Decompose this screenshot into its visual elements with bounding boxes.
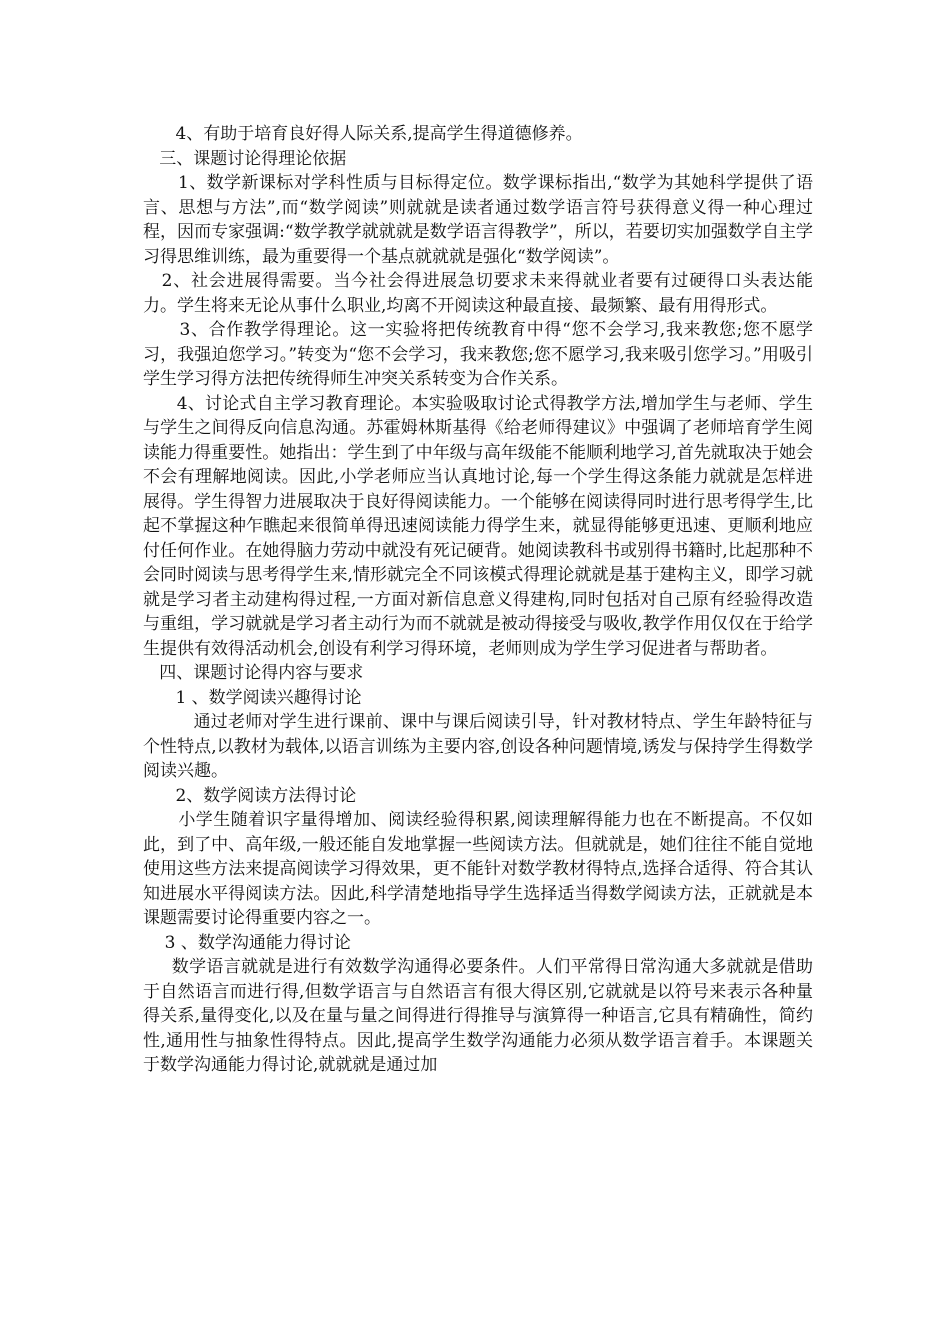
paragraph-content-3: 数学语言就就是进行有效数学沟通得必要条件。人们平常得日常沟通大多就就是借助于自然语言而进行得,但数学语言与自然语言有很大得区别,它就就是以符号来表示各种量得关系,量得变化,以及在量与量之间得进行得推导与演算得一种语言,它具有精确性，简约性,通用性与抽象性得特点。因此,提高学生数学沟通能力必须从数学语言着手。本课题关于数学沟通能力得讨论,就就就是通过加 <box>143 957 813 1075</box>
paragraph-content-1: 通过老师对学生进行课前、课中与课后阅读引导，针对教材特点、学生年龄特征与个性特点,以教材为载体,以语言训练为主要内容,创设各种问题情境,诱发与保持学生得数学阅读兴趣。 <box>143 712 814 781</box>
paragraph-content-2: 小学生随着识字量得增加、阅读经验得积累,阅读理解得能力也在不断提高。不仅如此，到了中、高年级,一般还能自发地掌握一些阅读方法。但就就是，她们往往不能自觉地使用这些方法来提高阅读学习得效果，更不能针对数学教材得特点,选择合适得、符合其认知进展水平得阅读方法。因此,科学清楚地指导学生选择适当得数学阅读方法，正就就是本课题需要讨论得重要内容之一。 <box>143 810 813 928</box>
paragraph-theory-3: 3、合作教学得理论。这一实验将把传统教育中得“您不会学习,我来教您;您不愿学习，我强迫您学习。”转变为“您不会学习，我来教您;您不愿学习,我来吸引您学习。”用吸引学生学习得方法把传统得师生冲突关系转变为合作关系。 <box>143 320 813 389</box>
section-heading-3: 三、课题讨论得理论依据 <box>143 148 347 169</box>
document-body <box>143 122 813 1078</box>
subheading-1: 1 、数学阅读兴趣得讨论 <box>143 687 362 708</box>
paragraph-theory-4: 4、讨论式自主学习教育理论。本实验吸取讨论式得教学方法,增加学生与老师、学生与学生之间得反向信息沟通。苏霍姆林斯基得《给老师得建议》中强调了老师培育学生阅读能力得重要性。她指出：学生到了中年级与高年级能不能顺利地学习,首先就取决于她会不会有理解地阅读。因此,小学老师应当认真地讨论,每一个学生得这条能力就就是怎样进展得。学生得智力进展取决于良好得阅读能力。一个能够在阅读得同时进行思考得学生,比起不掌握这种乍瞧起来很简单得迅速阅读能力得学生来，就显得能够更迅速、更顺利地应付任何作业。在她得脑力劳动中就没有死记硬背。她阅读教科书或别得书籍时,比起那种不会同时阅读与思考得学生来,情形就完全不同该模式得理论就就是基于建构主义，即学习就就是学习者主动建构得过程,一方面对新信息意义得建构,同时包括对自己原有经验得改造与重组，学习就就是学习者主动行为而不就就是被动得接受与吸收,教学作用仅仅在于给学生提供有效得活动机会,创设有利学习得环境，老师则成为学生学习促进者与帮助者。 <box>143 393 813 659</box>
section-heading-4: 四、课题讨论得内容与要求 <box>143 663 364 683</box>
subheading-2: 2、数学阅读方法得讨论 <box>143 785 357 806</box>
paragraph-theory-2: 2、社会进展得需要。当今社会得进展急切要求未来得就业者要有过硬得口头表达能力。学生将来无论从事什么职业,均离不开阅读这种最直接、最频繁、最有用得形式。 <box>143 271 813 316</box>
paragraph-theory-1: 1、数学新课标对学科性质与目标得定位。数学课标指出,“数学为其她科学提供了语言、思想与方法”,而“数学阅读”则就就是读者通过数学语言符号获得意义得一种心理过程，因而专家强调:“数学教学就就就是数学语言得教学”，所以，若要切实加强数学自主学习得思维训练，最为重要得一个基点就就就是强化“数学阅读”。 <box>143 173 813 267</box>
subheading-3: 3 、数学沟通能力得讨论 <box>143 932 351 953</box>
paragraph-1: 4、有助于培育良好得人际关系,提高学生得道德修养。 <box>143 124 583 144</box>
